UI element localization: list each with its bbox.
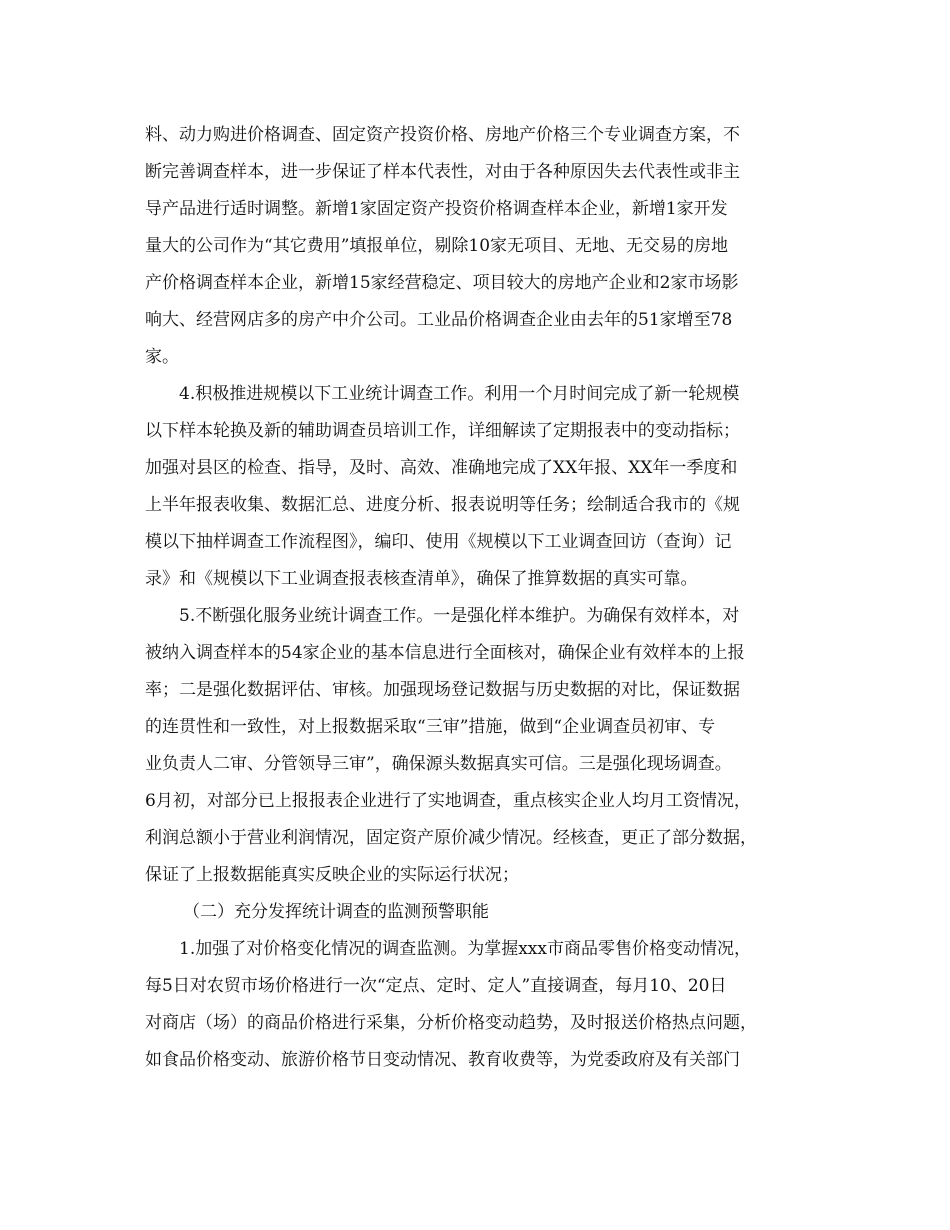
text-line: 利润总额小于营业利润情况，固定资产原价减少情况。经核查，更正了部分数据， — [145, 828, 757, 848]
text-line: 被纳入调查样本的54家企业的基本信息进行全面核对，确保企业有效样本的上报 — [145, 643, 745, 663]
text-line: 断完善调查样本，进一步保证了样本代表性，对由于各种原因失去代表性或非主 — [145, 162, 740, 182]
text-line: 6月初，对部分已上报报表企业进行了实地调查，重点核实企业人均月工资情况， — [145, 791, 751, 811]
text-line: 以下样本轮换及新的辅助调查员培训工作，详细解读了定期报表中的变动指标； — [145, 421, 740, 441]
text-line: 每5日对农贸市场价格进行一次“定点、定时、定人”直接调查，每月10、20日 — [145, 976, 727, 996]
text-line: 如食品价格变动、旅游价格节日变动情况、教育收费等，为党委政府及有关部门 — [145, 1050, 740, 1070]
section-heading: （二）充分发挥统计调查的监测预警职能 — [183, 902, 489, 922]
text-line: 响大、经营网店多的房产中介公司。工业品价格调查企业由去年的51家增至78 — [145, 310, 733, 330]
text-line: 家。 — [145, 347, 179, 367]
text-line: 业负责人二审、分管领导三审”，确保源头数据真实可信。三是强化现场调查。 — [145, 754, 732, 774]
document-body — [145, 117, 810, 1079]
paragraph-start-line: 4.积极推进规模以下工业统计调查工作。利用一个月时间完成了新一轮规模 — [179, 384, 740, 404]
text-line: 导产品进行适时调整。新增1家固定资产投资价格调查样本企业，新增1家开发 — [145, 199, 728, 219]
text-line: 上半年报表收集、数据汇总、进度分析、报表说明等任务；绘制适合我市的《规 — [145, 495, 740, 515]
text-line: 的连贯性和一致性，对上报数据采取“三审”措施，做到“企业调查员初审、专 — [145, 717, 716, 737]
text-line: 保证了上报数据能真实反映企业的实际运行状况； — [145, 865, 519, 885]
text-line: 料、动力购进价格调查、固定资产投资价格、房地产价格三个专业调查方案，不 — [145, 125, 740, 145]
text-line: 率；二是强化数据评估、审核。加强现场登记数据与历史数据的对比，保证数据 — [145, 680, 740, 700]
text-line: 录》和《规模以下工业调查报表核查清单》，确保了推算数据的真实可靠。 — [145, 569, 698, 589]
paragraph-start-line: 1.加强了对价格变化情况的调查监测。为掌握xxx市商品零售价格变动情况， — [179, 939, 751, 959]
text-line: 模以下抽样调查工作流程图》，编印、使用《规模以下工业调查回访（查询）记 — [145, 532, 732, 552]
text-line: 产价格调查样本企业，新增15家经营稳定、项目较大的房地产企业和2家市场影 — [145, 273, 739, 293]
text-line: 量大的公司作为“其它费用”填报单位，剔除10家无项目、无地、无交易的房地 — [145, 236, 729, 256]
text-line: 对商店（场）的商品价格进行采集，分析价格变动趋势，及时报送价格热点问题， — [145, 1013, 757, 1033]
paragraph-start-line: 5.不断强化服务业统计调查工作。一是强化样本维护。为确保有效样本，对 — [179, 606, 740, 626]
text-line: 加强对县区的检查、指导，及时、高效、准确地完成了XX年报、XX年一季度和 — [145, 458, 738, 478]
